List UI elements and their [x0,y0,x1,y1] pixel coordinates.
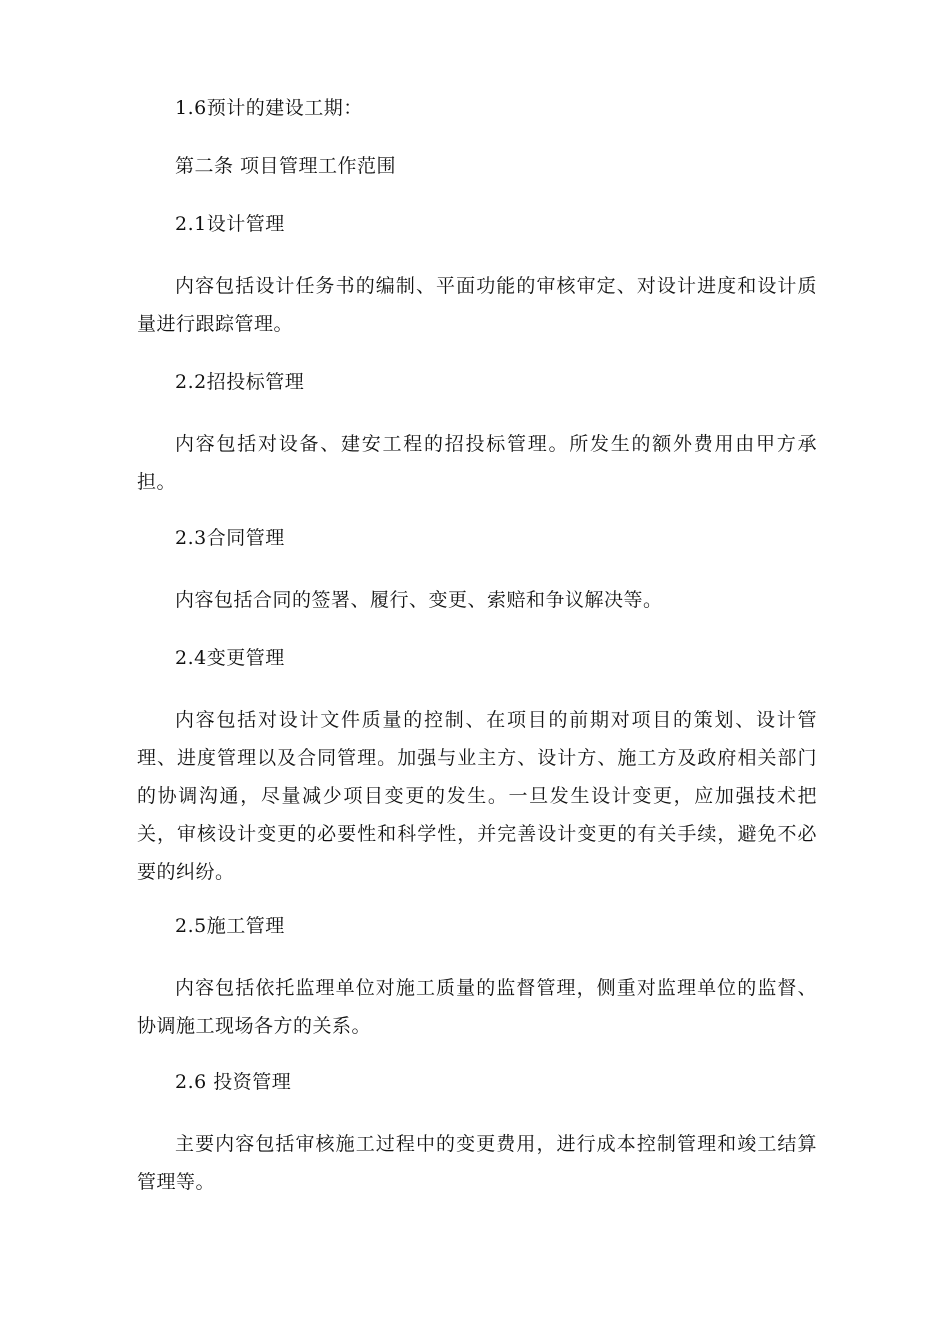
section-2-1-heading: 2.1设计管理 [175,213,285,235]
section-2-5-heading: 2.5施工管理 [175,915,285,937]
article-2-heading: 第二条 项目管理工作范围 [175,155,397,177]
section-2-4-body: 内容包括对设计文件质量的控制、在项目的前期对项目的策划、设计管理、进度管理以及合同管理。加强与业主方、设计方、施工方及政府相关部门的协调沟通，尽量减少项目变更的发生。一旦发生设计变更，应加强技术把关，审核设计变更的必要性和科学性，并完善设计变更的有关手续，避免不必要的纠纷。 [137,709,817,883]
section-2-4-heading: 2.4变更管理 [175,647,285,669]
section-2-6-heading: 2.6 投资管理 [175,1071,292,1093]
clause-1-6-construction-period: 1.6预计的建设工期： [175,97,363,119]
section-2-5-body: 内容包括依托监理单位对施工质量的监督管理，侧重对监理单位的监督、协调施工现场各方的关系。 [137,977,817,1037]
section-2-2-heading: 2.2招投标管理 [175,371,305,393]
section-2-3-heading: 2.3合同管理 [175,527,285,549]
section-2-2-body: 内容包括对设备、建安工程的招投标管理。所发生的额外费用由甲方承担。 [137,433,817,493]
section-2-3-body: 内容包括合同的签署、履行、变更、索赔和争议解决等。 [175,589,663,611]
section-2-1-body: 内容包括设计任务书的编制、平面功能的审核审定、对设计进度和设计质量进行跟踪管理。 [137,275,817,335]
section-2-6-body: 主要内容包括审核施工过程中的变更费用，进行成本控制管理和竣工结算管理等。 [137,1133,817,1193]
